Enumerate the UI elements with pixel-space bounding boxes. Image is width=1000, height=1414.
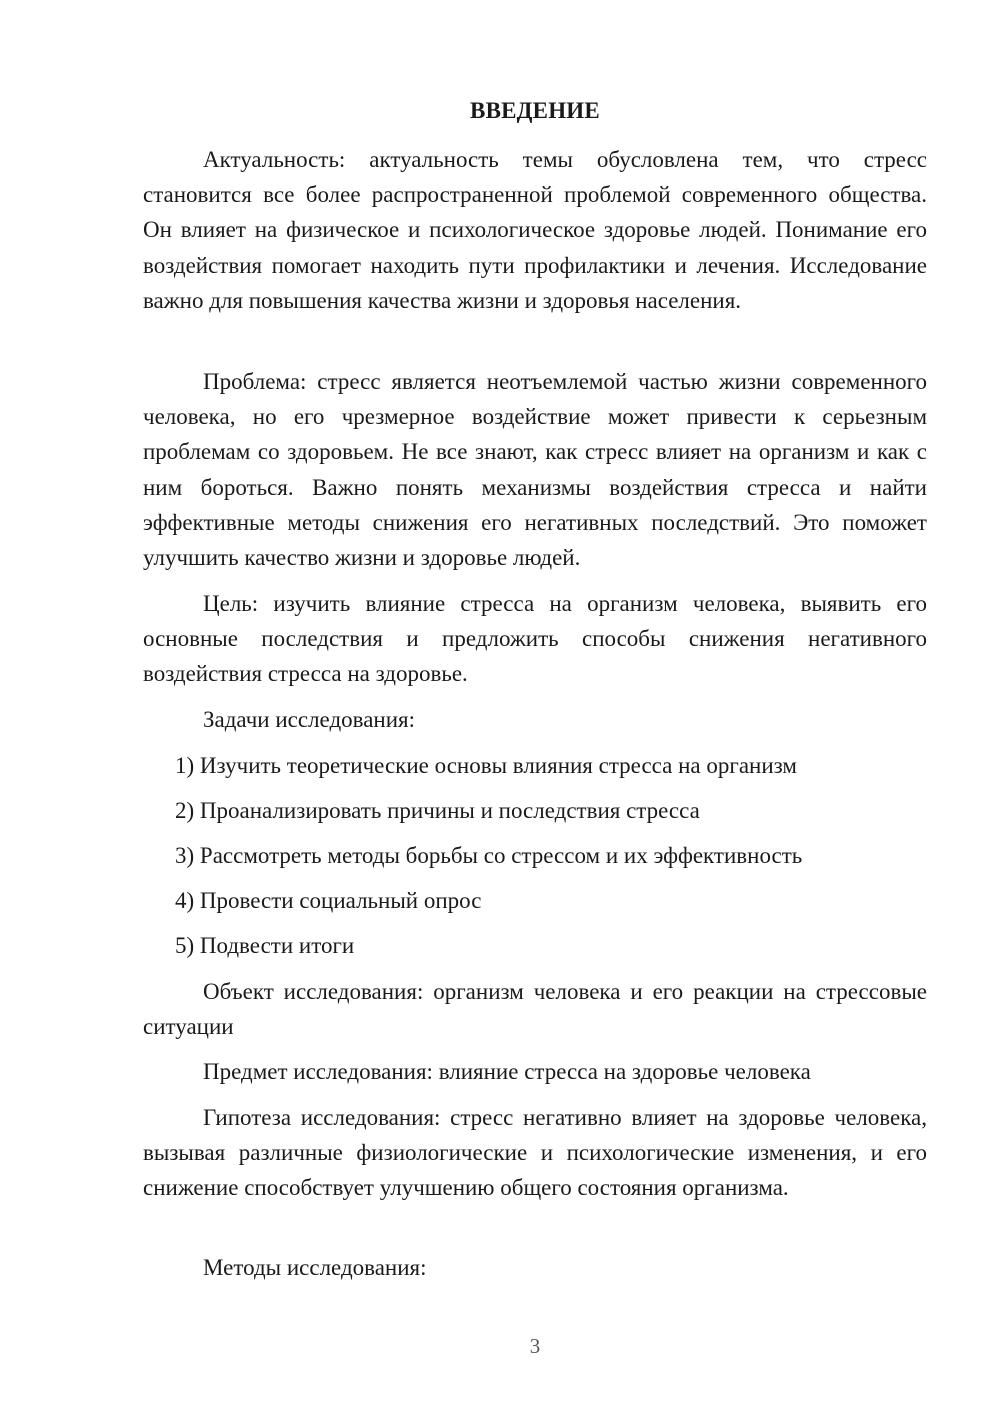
problem-paragraph: Проблема: стресс является неотъемлемой частью жизни современного человека, но его чрезмерное воздействие может привести к серьезным проблемам со здоровьем. Не все знают, как стресс влияет на организм и как с ним бороться. Важно понять механизмы воздействия стресса и найти эффективные методы снижения его негативных последствий. Это поможет улучшить качество жизни и здоровье людей. [143,369,927,571]
list-item: 4) Провести социальный опрос [175,888,482,913]
list-item: 3) Рассмотреть методы борьбы со стрессом и их эффективность [175,843,803,868]
subject-paragraph: Предмет исследования: влияние стресса на здоровье человека [203,1059,811,1084]
relevance-paragraph: Актуальность: актуальность темы обусловлена тем, что стресс становится все более распространенной проблемой современного общества. Он влияет на физическое и психологическое здоровье людей. Понимание его воздействия помогает находить пути профилактики и лечения. Исследование важно для повышения качества жизни и здоровья населения. [143,147,927,313]
object-paragraph: Объект исследования: организм человека и его реакции на стрессовые ситуации [143,979,927,1040]
goal-paragraph: Цель: изучить влияние стресса на организм человека, выявить его основные последствия и предложить способы снижения негативного воздействия стресса на здоровье. [143,591,927,687]
section-title: ВВЕДЕНИЕ [470,98,600,123]
methods-heading: Методы исследования: [203,1255,427,1280]
hypothesis-paragraph: Гипотеза исследования: стресс негативно влияет на здоровье человека, вызывая различные физиологические и психологические изменения, и его снижение способствует улучшению общего состояния организма. [143,1105,927,1201]
list-item: 5) Подвести итоги [175,933,355,958]
tasks-heading: Задачи исследования: [203,707,416,732]
list-item: 2) Проанализировать причины и последствия стресса [175,798,700,823]
document-page [143,0,927,1414]
list-item: 1) Изучить теоретические основы влияния стресса на организм [175,753,797,778]
page-number: 3 [529,1334,541,1358]
